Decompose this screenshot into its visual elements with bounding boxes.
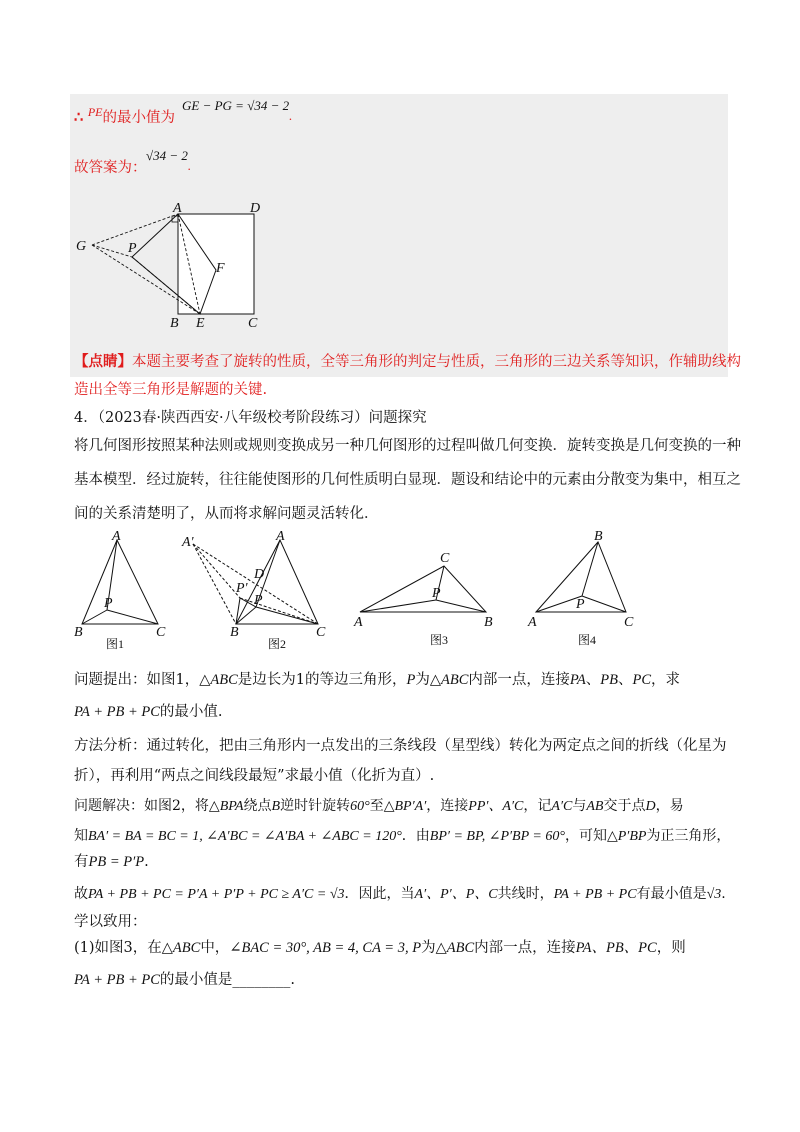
period: .	[187, 158, 192, 173]
answer-blank: ________	[232, 972, 291, 988]
s2-e: ，可知	[564, 828, 607, 844]
s1-a: 问题解决：如图2，将	[74, 798, 209, 814]
s4-a: 故	[74, 886, 88, 902]
figure-2	[181, 529, 326, 651]
fig3-label-b: B	[484, 615, 493, 630]
question-3-line-1	[74, 938, 686, 958]
fig-label-e: E	[196, 316, 205, 331]
s2-f: △P′BP	[606, 829, 647, 844]
s4-c: ．因此，当	[344, 886, 415, 902]
s4-b: PA + PB + PC = P′A + P′P + PC ≥ A′C = √3	[88, 887, 345, 902]
q1-triangle: △ABC	[199, 672, 238, 688]
q3-b: △ABC	[161, 940, 201, 956]
fig4-label-p: P	[576, 597, 585, 612]
fig2-label-d: D	[254, 567, 265, 582]
s1-b: △BPA	[208, 799, 244, 814]
question-line-1	[74, 670, 680, 690]
s2-g: 为正三角形，	[646, 828, 731, 844]
fig-label-g: G	[76, 239, 87, 254]
q4-a: PA + PB + PC	[74, 972, 160, 988]
s1-e: 逆时针旋转	[280, 798, 351, 814]
comment-tag: 【点睛】	[74, 353, 132, 370]
solve-line-1	[74, 796, 684, 817]
question-3-line-2	[74, 970, 295, 990]
fig-label-b: B	[170, 316, 179, 331]
fig4-label-c: C	[624, 615, 634, 630]
s4-h: √3	[706, 887, 722, 902]
s4-f: PA + PB + PC	[553, 887, 637, 902]
figure-4	[527, 529, 634, 647]
s1-j: PP′、A′C	[468, 799, 524, 814]
fig2-label-a: A	[276, 529, 285, 544]
q1-pa: PA	[569, 672, 586, 688]
s2-d: BP′ = BP, ∠P′BP = 60°	[429, 829, 565, 844]
solution-line-1	[74, 105, 176, 128]
fig1-label-c: C	[156, 625, 166, 640]
fig3-label-p: P	[432, 586, 441, 601]
figure-1	[74, 529, 166, 651]
solution-formula-1	[182, 96, 293, 123]
problem-paragraph-1: 将几何图形按照某种法则或规则变换成另一种几何图形的过程叫做几何变换．旋转变换是几何变换的一种	[74, 438, 741, 454]
s4-i: .	[721, 886, 726, 902]
q3-f: △ABC	[435, 940, 475, 956]
pe-symbol: PE	[87, 105, 103, 119]
fig-label-d: D	[250, 201, 261, 216]
problem-paragraph-3: 间的关系清楚明了，从而将求解问题灵活转化．	[74, 506, 379, 522]
fig-label-f: F	[216, 261, 225, 276]
q2-sum: PA + PB + PC	[74, 704, 160, 720]
fig-label-a: A	[173, 201, 182, 216]
therefore-symbol: ∴	[74, 109, 84, 126]
fig4-label-a: A	[528, 615, 537, 630]
fig3-caption: 图3	[430, 633, 449, 647]
q3-d: ∠BAC = 30°, AB = 4, CA = 3, P	[229, 940, 422, 956]
method-line-2: 折），再利用“两点之间线段最短”求最小值（化折为直）.	[74, 768, 435, 784]
s4-d: A′、P′、P、C	[414, 887, 498, 902]
fig1-label-a: A	[112, 529, 121, 544]
fig2-label-a-prime: A'	[182, 535, 194, 550]
fig2-label-b: B	[230, 625, 239, 640]
fig1-caption: 图1	[106, 637, 125, 651]
solution-formula-2	[146, 146, 192, 173]
fig2-caption: 图2	[268, 637, 287, 651]
s3-b: PB = P′P	[88, 854, 145, 870]
problem-header: 4．（2023春·陕西西安·八年级校考阶段练习）问题探究	[74, 410, 427, 426]
s1-d: B	[271, 799, 281, 814]
fig-label-c: C	[248, 316, 258, 331]
solution-line-2	[74, 158, 147, 178]
method-line-1: 方法分析：通过转化，把由三角形内一点发出的三条线段（星型线）转化为两定点之间的折线（化星为	[74, 738, 727, 754]
s1-p: D	[645, 799, 656, 814]
q1-text-c: 是边长为1的等边三角形，	[237, 672, 407, 688]
s1-f: 60°	[350, 799, 370, 814]
s1-k: ，记	[523, 798, 552, 814]
figures-row	[60, 528, 660, 653]
q3-i: ，则	[656, 940, 686, 956]
answer-label: 故答案为：	[74, 160, 147, 176]
formula-answer: √34 − 2	[146, 148, 188, 163]
s1-o: 交于点	[603, 798, 646, 814]
s1-n: AB	[586, 799, 604, 814]
s3-c: .	[144, 854, 149, 870]
s1-h: △BP′A′	[383, 799, 427, 814]
fig-label-p: P	[128, 241, 137, 256]
q2-text: 的最小值.	[159, 704, 223, 720]
q1-text-g: 内部一点，连接	[468, 672, 570, 688]
s1-l: A′C	[551, 799, 573, 814]
q1-sep-1: 、	[585, 672, 601, 688]
s4-g: 有最小值是	[636, 886, 707, 902]
problem-paragraph-2: 基本模型．经过旋转，往往能使图形的几何性质明白显现．题设和结论中的元素由分散变为集中，相互之	[74, 472, 741, 488]
comment-text-2: 造出全等三角形是解题的关键.	[74, 382, 268, 398]
q1-pc: PC	[632, 672, 652, 688]
solve-line-4	[74, 884, 726, 905]
q1-text-a: 问题提出：如图1，	[74, 672, 200, 688]
q4-b: 的最小值是	[159, 972, 233, 988]
q3-g: 内部一点，连接	[474, 940, 576, 956]
s3-a: 有	[74, 854, 89, 870]
q3-e: 为	[421, 940, 436, 956]
s1-m: 与	[572, 798, 587, 814]
question-line-2	[74, 702, 223, 722]
q3-h: PA、PB、PC	[575, 940, 657, 956]
solution-figure	[70, 200, 270, 335]
q4-d: .	[290, 972, 296, 988]
fig2-label-p-prime: P'	[236, 581, 248, 596]
q1-point: P	[406, 672, 416, 688]
s1-g: 至	[369, 798, 384, 814]
fig1-label-p: P	[104, 596, 113, 611]
apply-heading: 学以致用：	[74, 914, 147, 930]
s2-c: ．由	[401, 828, 430, 844]
s1-i: ，连接	[426, 798, 469, 814]
fig4-label-b: B	[594, 529, 603, 544]
s2-b: BA′ = BA = BC = 1, ∠A′BC = ∠A′BA + ∠ABC = 120°	[88, 829, 402, 844]
s1-c: 绕点	[243, 798, 272, 814]
q1-text-e: 为	[415, 672, 430, 688]
s4-e: 共线时，	[497, 886, 554, 902]
fig3-label-a: A	[354, 615, 363, 630]
min-value-text: 的最小值为	[102, 110, 176, 126]
fig1-label-b: B	[74, 625, 83, 640]
q3-a: (1)如图3，在	[74, 940, 162, 956]
solve-line-2	[74, 826, 730, 847]
solve-line-3	[74, 852, 149, 872]
comment-line-2	[74, 380, 267, 400]
fig3-label-c: C	[440, 551, 450, 566]
q1-triangle-2: △ABC	[429, 672, 469, 688]
q1-text-m: ，求	[651, 672, 681, 688]
comment-line-1	[74, 352, 741, 372]
comment-text-1: 本题主要考查了旋转的性质，全等三角形的判定与性质，三角形的三边关系等知识，作辅助线构	[132, 354, 741, 370]
fig2-label-p: P	[254, 593, 263, 608]
s2-a: 知	[74, 828, 88, 844]
q3-c: 中，	[200, 940, 230, 956]
fig2-label-c: C	[316, 625, 326, 640]
q1-sep-2: 、	[618, 672, 633, 688]
q1-pb: PB	[600, 672, 618, 688]
formula-ge-pg: GE − PG = √34 − 2	[182, 98, 290, 113]
period: .	[289, 108, 293, 123]
fig4-caption: 图4	[578, 633, 597, 647]
s1-q: ，易	[655, 798, 684, 814]
figure-3	[353, 551, 493, 647]
